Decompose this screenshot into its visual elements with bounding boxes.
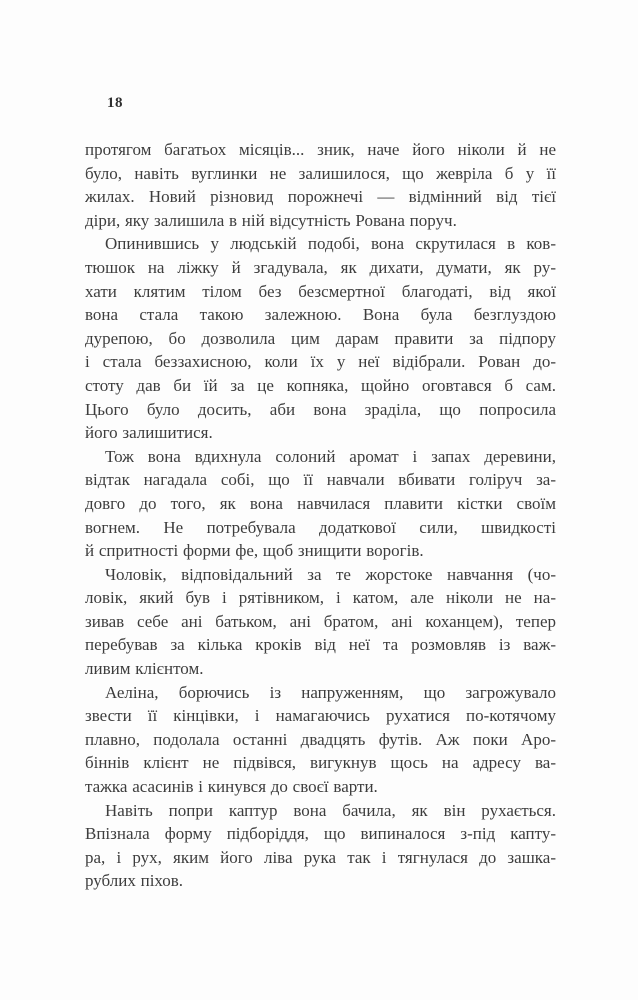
text-line: було, навіть вуглинки не залишилося, що жевріла б у її bbox=[85, 163, 556, 183]
text-line: ловік, який був і рятівником, і катом, але ніколи не на- bbox=[85, 588, 556, 608]
text-line: Опинившись у людській подобі, вона скрутилася в ков- bbox=[105, 234, 556, 254]
text-line: Цього було досить, аби вона зраділа, що попросила bbox=[85, 399, 556, 419]
text-line: протягом багатьох місяців... зник, наче його ніколи й не bbox=[85, 140, 556, 159]
text-line: ливим клієнтом. bbox=[85, 659, 204, 679]
text-line: Тож вона вдихнула солоний аромат і запах деревини, bbox=[105, 446, 556, 466]
body-text bbox=[85, 138, 556, 893]
text-line: рублих піхов. bbox=[85, 871, 184, 891]
text-line: вогнем. Не потребувала додаткової сили, швидкості bbox=[85, 517, 556, 537]
paragraph bbox=[85, 232, 556, 444]
text-line: плавно, подолала останні двадцять футів. Аж поки Аро- bbox=[85, 729, 556, 749]
text-line: хати клятим тілом без безсмертної благодаті, від якої bbox=[85, 281, 556, 301]
text-line: звести її кінцівки, і намагаючись рухатися по-котячому bbox=[85, 706, 556, 726]
paragraph bbox=[85, 799, 556, 893]
text-line: стоту дав би їй за це копняка, щойно оговтався б сам. bbox=[85, 375, 556, 395]
text-line: жилах. Новий різновид порожнечі — відмінний від тієї bbox=[85, 187, 556, 207]
text-line: Аеліна, борючись із напруженням, що загрожувало bbox=[105, 682, 556, 702]
text-line: вона стала такою залежною. Вона була безглуздою bbox=[85, 305, 556, 325]
text-line: і стала беззахисною, коли їх у неї відібрали. Рован до- bbox=[85, 352, 556, 372]
text-line: й спритності форми фе, щоб знищити ворогів. bbox=[85, 541, 424, 561]
paragraph bbox=[85, 563, 556, 681]
text-line: біннів клієнт не підвівся, вигукнув щось на адресу ва- bbox=[85, 753, 556, 773]
paragraph bbox=[85, 445, 556, 563]
page-number: 18 bbox=[107, 95, 123, 111]
text-line: ра, і рух, яким його ліва рука так і тягнулася до зашка- bbox=[85, 847, 556, 867]
paragraph bbox=[85, 681, 556, 799]
text-line: Впізнала форму підборіддя, що випиналося з-під капту- bbox=[85, 824, 556, 844]
text-line: зивав себе ані батьком, ані братом, ані коханцем), тепер bbox=[85, 611, 556, 631]
text-line: перебував за кілька кроків від неї та розмовляв із важ- bbox=[85, 635, 556, 655]
paragraph bbox=[85, 138, 556, 232]
text-line: тажка асасинів і кинувся до своєї варти. bbox=[85, 777, 378, 797]
text-line: відтак нагадала собі, що її навчали вбивати голіруч за- bbox=[85, 470, 556, 490]
text-line: його залишитися. bbox=[85, 423, 213, 443]
text-line: діри, яку залишила в ній відсутність Рована поруч. bbox=[85, 210, 457, 230]
text-line: Навіть попри каптур вона бачила, як він рухається. bbox=[105, 800, 556, 820]
text-line: Чоловік, відповідальний за те жорстоке навчання (чо- bbox=[105, 564, 556, 584]
text-line: дурепою, бо дозволила цим дарам правити за підпору bbox=[85, 328, 556, 348]
text-line: тюшок на ліжку й згадувала, як дихати, думати, як ру- bbox=[85, 257, 556, 277]
text-line: довго до того, як вона навчилася плавити кістки своїм bbox=[85, 493, 556, 513]
